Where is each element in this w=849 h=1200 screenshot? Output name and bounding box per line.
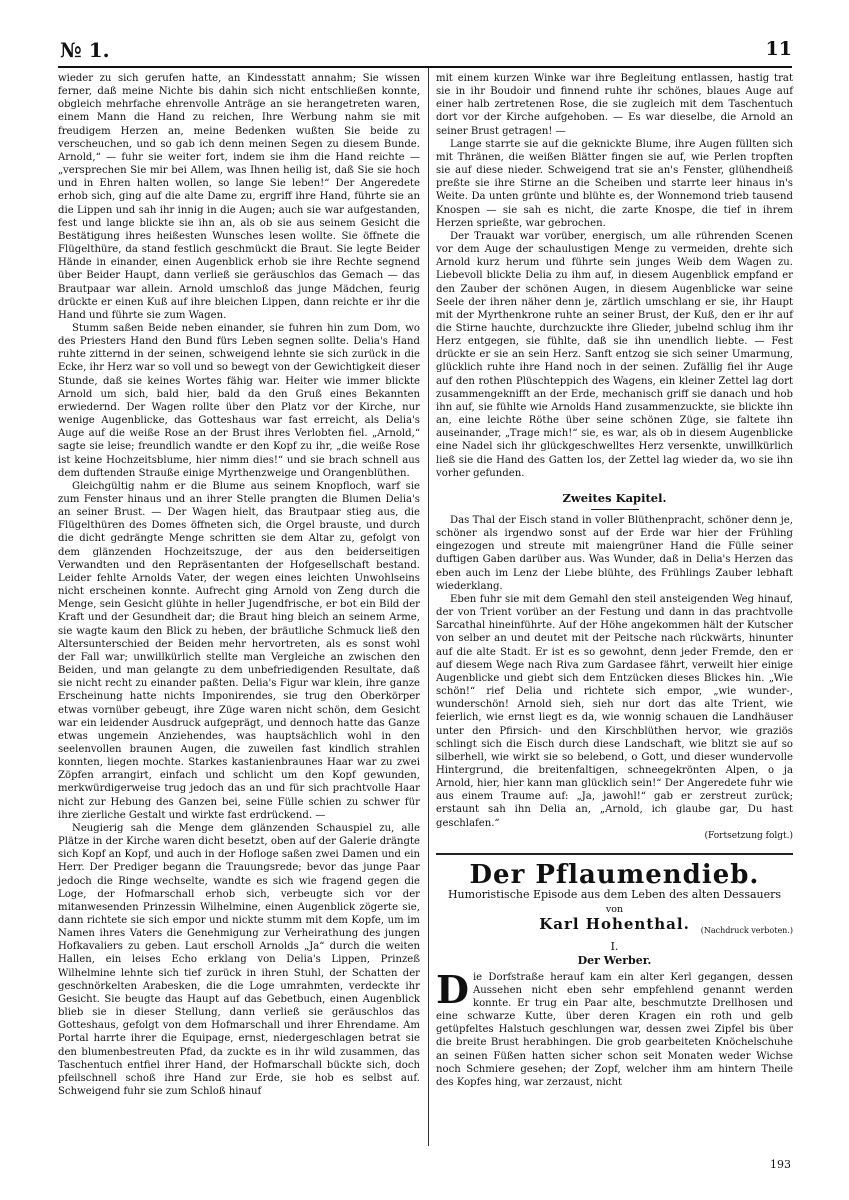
story-title: Der Pflaumendieb. — [469, 859, 760, 890]
column-page-number: 11 — [765, 38, 792, 60]
story-author: Karl Hohenthal. — [539, 915, 690, 934]
left-paragraph: Neugierig sah die Menge dem glänzenden Schauspiel zu, alle Plätze in der Kirche waren dicht besetzt, oben auf der Galerie drängte sich Kopf an Kopf, und auch in der Hofloge saßen zwei Damen und ein Herr. Der Prediger begann die Trauungsrede; bevor das junge Paar jedoch die Ringe wechselte, wandte es sich wie fragend gegen die Loge, der Hofmarschall erhob sich, verbeugte sich vor der mitanwesenden Prinzessin Wilhelmine, einen Augenblick zögerte sie, dann richtete sie sich empor und nickte stumm mit dem Kopfe, um im Namen ihres Vaters die Genehmigung zur Verheirathung des jungen Hofkavaliers zu geben. Laut erscholl Arnolds „Ja“ durch die weiten Hallen, ein leises Echo erklang von Delia's Lippen, Prinzeß Wilhelmine lehnte sich tief zurück in ihren Stuhl, der Schatten der geschnörkelten Arabesken, die die Loge umrahmten, verdeckte ihr Gesicht. Sie beugte das Haupt auf das Gebetbuch, einen Augenblick blieb sie in dieser Stellung, dann verließ sie geräuschlos das Gotteshaus, gefolgt von dem Hofmarschall und ihrer Ehrendame. Am Portal harrte ihrer die Equipage, ernst, niedergeschlagen betrat sie den blumenbestreuten Pfad, da zuckte es in ihr wild zusammen, das Taschentuch entfiel ihrer Hand, der Hofmarschall bückte sich, doch pfeilschnell schoß ihre Hand zur Erde, sie hob es selbst auf. Schweigend fuhr sie zum Schloß hinauf — [58, 822, 420, 1098]
right-paragraph: Der Trauakt war vorüber, energisch, um alle rührenden Scenen vor dem Auge der schaulustigen Menge zu vermeiden, drehte sich Arnold kurz herum und führte sein junges Weib dem Wagen zu. Liebevoll blickte Delia zu ihm auf, in diesem Augenblick empfand er den Zauber der schönen Augen, in diesem Augenblicke war seine Seele der ihren näher denn je, zärtlich umschlang er sie, ihr Haupt mit der Myrthenkrone ruhte an seiner Brust, der Kuß, den er ihr auf die Stirne hauchte, durchzuckte ihre Glieder, jubelnd schlug ihm ihr Herz entgegen, sie fühlte, daß sie ihn unendlich liebte. — Fest drückte er sie an sein Herz. Sanft entzog sie sich seiner Umarmung, glücklich ruhte ihre Hand noch in der seinen. Zufällig fiel ihr Auge auf den rothen Plüschteppich des Wagens, ein kleiner Zettel lag dort zusammengeknifft an der Erde, mechanisch griff sie danach und hob ihn auf, sie fühlte wie Arnolds Hand zusammenzuckte, sie blickte ihn an, eine leichte Röthe über seine schönen Züge, sie faltete ihn auseinander, „Trage mich!“ sie, es war, als ob in diesem Augenblicke eine Nadel sich ihr glückgeschwelltes Herz versenkte, unwillkürlich ließ sie die Hand des Gatten los, der Zettel lag wieder da, wo sie ihn vorher gefunden. — [436, 230, 793, 479]
drop-cap: D — [436, 966, 469, 1012]
right-paragraph: Eben fuhr sie mit dem Gemahl den steil ansteigenden Weg hinauf, der von Trient vorüber an der Festung und dann in das prachtvolle Sarcathal hineinführte. Auf der Höhe angekommen hält der Kutscher von selber an und deutet mit der Peitsche nach rückwärts, hinunter auf die alte Stadt. Er ist es so gewohnt, denn jeder Fremde, den er auf diesem Wege nach Riva zum Gardasee fährt, verweilt hier einige Augenblicke und giebt sich dem Entzücken dieses Blickes hin. „Wie schön!“ rief Delia und richtete sich empor, „wie wunder-, wunderschön! Arnold sieh, sieh nur dort das alte Trient, wie feierlich, wie ernst liegt es da, wie wonnig schauen die Landhäuser unter den Pfirsich- und den Kirschblüthen hervor, wie graziös schlingt sich die Eisch durch diese Landschaft, wie blitzt sie auf so silberhell, wie wirkt sie so belebend, o Gott, und dieser wundervolle Hintergrund, die breitenfaltigen, schneegekrönten Alpen, o ja Arnold, hier, hier kann man glücklich sein!“ Der Angeredete fuhr wie aus einem Traume auf: „Ja, jawohl!“ gab er zerstreut zurück; erstaunt sah ihn Delia an, „Arnold, ich glaube gar, Du hast geschlafen.“ — [436, 593, 793, 829]
story-von: von — [605, 904, 624, 916]
issue-number: № 1. — [60, 38, 110, 62]
story-chapter-title: Der Werber. — [577, 953, 652, 967]
story-first-paragraph — [436, 966, 793, 1089]
page-header — [58, 36, 792, 64]
left-paragraph: Gleichgültig nahm er die Blume aus seinem Knopfloch, warf sie zum Fenster hinaus und an ihrer Stelle prangten die Blumen Delia's an seiner Brust. — Der Wagen hielt, das Brautpaar stieg aus, die Flügelthüren des Domes öffneten sich, die Orgel brauste, und durch die dicht gedrängte Menge schritten sie dem Altar zu, gefolgt von dem glänzenden Hochzeitszuge, der aus den beiderseitigen Verwandten und den Repräsentanten der Hofgesellschaft bestand. Leider fehlte Arnolds Vater, der wegen eines leichten Unwohlseins nicht erscheinen konnte. Aufrecht ging Arnold von Zeng durch die Menge, sein Gesicht glühte in heller Jugendfrische, er bot ein Bild der Kraft und der Gesundheit dar; die Braut hing bleich an seinem Arme, sie wagte kaum den Blick zu heben, der bräutliche Schmuck ließ den Altersunterschied der Beiden mehr hervortreten, als es sonst wohl der Fall war; unwillkürlich stellte man Vergleiche an zwischen den Beiden, und man gelangte zu dem unbefriedigenden Resultate, daß sie nicht recht zu einander paßten. Delia's Figur war klein, ihre ganze Erscheinung hatte nichts Imponirendes, sie trug den Oberkörper etwas vornüber gebeugt, ihre Züge waren nicht schön, dem Gesicht war ein leidender Ausdruck aufgeprägt, und dennoch hatte das Ganze etwas ungemein Anziehendes, was hauptsächlich wohl in den seelenvollen braunen Augen, die zuweilen fast kindlich strahlen konnten, liegen mochte. Starkes kastanienbraunes Haar war zu zwei Zöpfen arrangirt, einfach und schlicht um den Kopf gewunden, merkwürdigerweise trug jedoch das an und für sich prachtvolle Haar nicht zur Hebung des Ganzen bei, seine Fülle schien zu schwer für ihre zierliche Gestalt und wirkte fast erdrückend. — — [58, 480, 420, 821]
right-paragraph: Das Thal der Eisch stand in voller Blüthenpracht, schöner denn je, schöner als irgendwo sonst auf der Erde war hier der Frühling eingezogen und streute mit maiengrüner Hand die Fülle seiner duftigen Gaben darüber aus. Was Wunder, daß in Delia's Herzen das eben auch im Lenz der Liebe blühte, des Frühlings Zauber lebhaft wiederklang. — [436, 515, 793, 592]
left-paragraph: wieder zu sich gerufen hatte, an Kindesstatt annahm; Sie wissen ferner, daß meine Nichte bis dahin sich nicht entschließen konnte, obgleich mehrfache ehrenvolle Anträge an sie herangetreten waren, einem Mann die Hand zu reichen, Ihre Werbung nahm sie mit freudigem Herzen an, meine Bedenken wußten Sie beide zu verscheuchen, und so gab ich denn meinen Segen zu diesem Bunde. Arnold,“ — fuhr sie weiter fort, indem sie ihm die Hand reichte — „versprechen Sie mir bei Allem, was Ihnen heilig ist, daß Sie sie hoch und in Ehren halten wollen, so lange Sie leben!“ Der Angeredete erhob sich, ging auf die alte Dame zu, ergriff ihre Hand, führte sie an die Lippen und sah ihr innig in die Augen; auch sie war aufgestanden, fest und lange blickte sie ihn an, als ob sie aus seinem Gesicht die Bestätigung ihres heißesten Wunsches lesen wollte. Sie öffnete die Flügelthüre, da stand festlich geschmückt die Braut. Sie legte Beider Hände in einander, einen Augenblick erhob sie ihre Rechte segnend über Beider Haupt, dann verließ sie geräuschlos das Gemach — das Brautpaar war allein. Arnold umschloß das junge Mädchen, feurig drückte er einen Kuß auf ihre bleichen Lippen, dann reichte er ihr die Hand und führte sie zum Wagen. — [58, 73, 420, 321]
heading-rule — [591, 509, 639, 510]
continuation-note: (Fortsetzung folgt.) — [704, 830, 793, 841]
chapter-heading: Zweites Kapitel. — [562, 490, 667, 505]
story-first-paragraph-text: ie Dorfstraße herauf kam ein alter Kerl gegangen, dessen Aussehen nicht eben sehr empfehlend genannt werden konnte. Er trug ein Paar alte, beschmutzte Drellhosen und eine schwarze Kutte, über deren Kragen ein roth und gelb getüpfeltes Halstuch geschlungen war, dessen zwei Zipfel bis über die breite Brust herabhingen. Die grob gearbeiteten Knöchelschuhe an seinen Füßen hatten sicher schon seit Monaten weder Wichse noch Schmiere gesehen; der Zopf, welcher ihm am hintern Theile des Kopfes hing, war zerzaust, nicht — [436, 971, 793, 1088]
header-rule — [58, 66, 792, 68]
story-chapter-number: I. — [610, 940, 619, 954]
right-column — [436, 72, 793, 1089]
story-subtitle: Humoristische Episode aus dem Leben des alten Dessauers — [447, 888, 782, 902]
right-paragraph: Lange starrte sie auf die geknickte Blume, ihre Augen füllten sich mit Thränen, die weißen Blätter fingen sie auf, wie Perlen tropften sie auf diese nieder. Schweigend trat sie an's Fenster, glühendheiß preßte sie ihre Stirne an die Scheiben und starrte leer hinaus in's Weite. Da unten grünte und blühte es, der Wonnemond trieb tausend Knospen — sie sah es nicht, die zarte Knospe, die tief in ihrem Herzen sprießte, war gebrochen. — [436, 138, 793, 229]
column-divider — [428, 68, 429, 1146]
story-separator-rule — [436, 853, 793, 855]
page-number: 193 — [770, 1158, 791, 1171]
right-paragraph: mit einem kurzen Winke war ihre Begleitung entlassen, hastig trat sie in ihr Boudoir und finnend ruhte ihr schönes, blaues Auge auf einer halb zertretenen Rose, die sie zugleich mit dem Taschentuch dort vor der Kirche aufgehoben. — Es war dieselbe, die Arnold an seiner Brust getragen! — — [436, 73, 793, 137]
author-row — [436, 916, 793, 938]
left-column — [58, 72, 420, 1098]
reprint-note: (Nachdruck verboten.) — [700, 926, 793, 936]
left-paragraph: Stumm saßen Beide neben einander, sie fuhren hin zum Dom, wo des Priesters Hand den Bund fürs Leben segnen sollte. Delia's Hand ruhte zitternd in der seinen, schweigend lehnte sie sich zurück in die Ecke, ihr Herz war so voll und so bewegt von der Gewichtigkeit dieser Stunde, daß sie keines Wortes fähig war. Heiter wie immer blickte Arnold um sich, bald hier, bald da den Gruß eines Bekannten erwiedernd. Der Wagen rollte über den Platz vor der Kirche, nur wenige Augenblicke, das Gotteshaus war fast erreicht, als Delia's Auge auf die weiße Rose an der Brust ihres Verlobten fiel. „Arnold,“ sagte sie leise; freundlich wandte er den Kopf zu ihr, „die weiße Rose ist keine Hochzeitsblume, hier nimm dies!“ und sie brach schnell aus dem duftenden Strauße einige Myrthenzweige und Orangenblüthen. — [58, 322, 420, 479]
